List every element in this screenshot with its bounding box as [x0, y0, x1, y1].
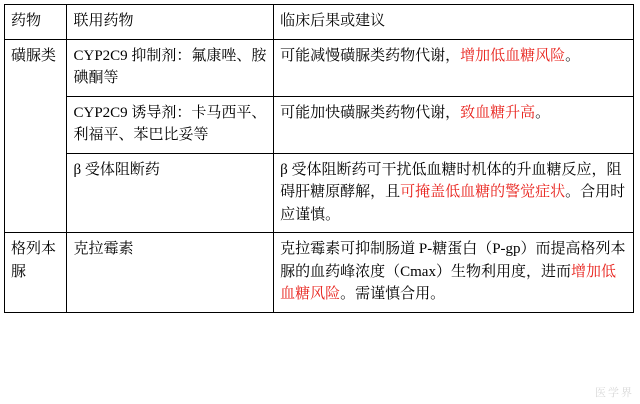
column-header-drug: 药物: [5, 5, 67, 40]
consequence-cell: [274, 153, 634, 233]
combined-drug-cell: 克拉霉素: [67, 233, 274, 313]
table-row: [5, 153, 634, 233]
consequence-text-tail: 。: [565, 47, 581, 64]
consequence-text-plain: 可能减慢磺脲类药物代谢，: [280, 47, 461, 64]
combined-drug-cell: CYP2C9 诱导剂：卡马西平、利福平、苯巴比妥等: [67, 96, 274, 153]
consequence-text-highlight: 可掩盖低血糖的警觉症状: [400, 184, 566, 200]
combined-drug-cell: CYP2C9 抑制剂：氟康唑、胺碘酮等: [67, 39, 274, 96]
drug-interaction-table: [4, 4, 634, 313]
consequence-text-tail: 。需谨慎合用。: [340, 286, 446, 302]
document-page: [0, 4, 640, 404]
consequence-cell: [274, 233, 634, 313]
table-row: [5, 96, 634, 153]
group-cell-glibenclamide: 格列本脲: [5, 233, 67, 313]
table-row: [5, 39, 634, 96]
consequence-text-plain: 克拉霉素可抑制肠道 P-糖蛋白（P-gp）而提高格列本脲的血药峰浓度（Cmax）生物利用度，进而: [280, 241, 626, 280]
consequence-text-highlight: 增加低血糖风险: [460, 47, 566, 64]
consequence-cell: [274, 96, 634, 153]
table-header-row: [5, 5, 634, 40]
combined-drug-cell: β 受体阻断药: [67, 153, 274, 233]
table-row: [5, 233, 634, 313]
group-cell-sulfonylureas: 磺脲类: [5, 39, 67, 233]
consequence-cell: [274, 39, 634, 96]
column-header-combined-drug: 联用药物: [67, 5, 274, 40]
consequence-text-tail: 。合用时应谨慎。: [280, 184, 626, 223]
consequence-text-plain: β 受体阻断药可干扰低血糖时机体的升血糖反应，阻碍肝糖原酵解，且: [280, 161, 622, 200]
column-header-consequence: 临床后果或建议: [274, 5, 634, 40]
watermark-text: 医学界: [595, 387, 634, 399]
consequence-text-plain: 可能加快磺脲类药物代谢，: [280, 104, 461, 121]
consequence-text-highlight: 致血糖升高: [460, 104, 536, 121]
consequence-text-highlight: 增加低血糖风险: [280, 263, 616, 302]
consequence-text-tail: 。: [535, 104, 551, 121]
